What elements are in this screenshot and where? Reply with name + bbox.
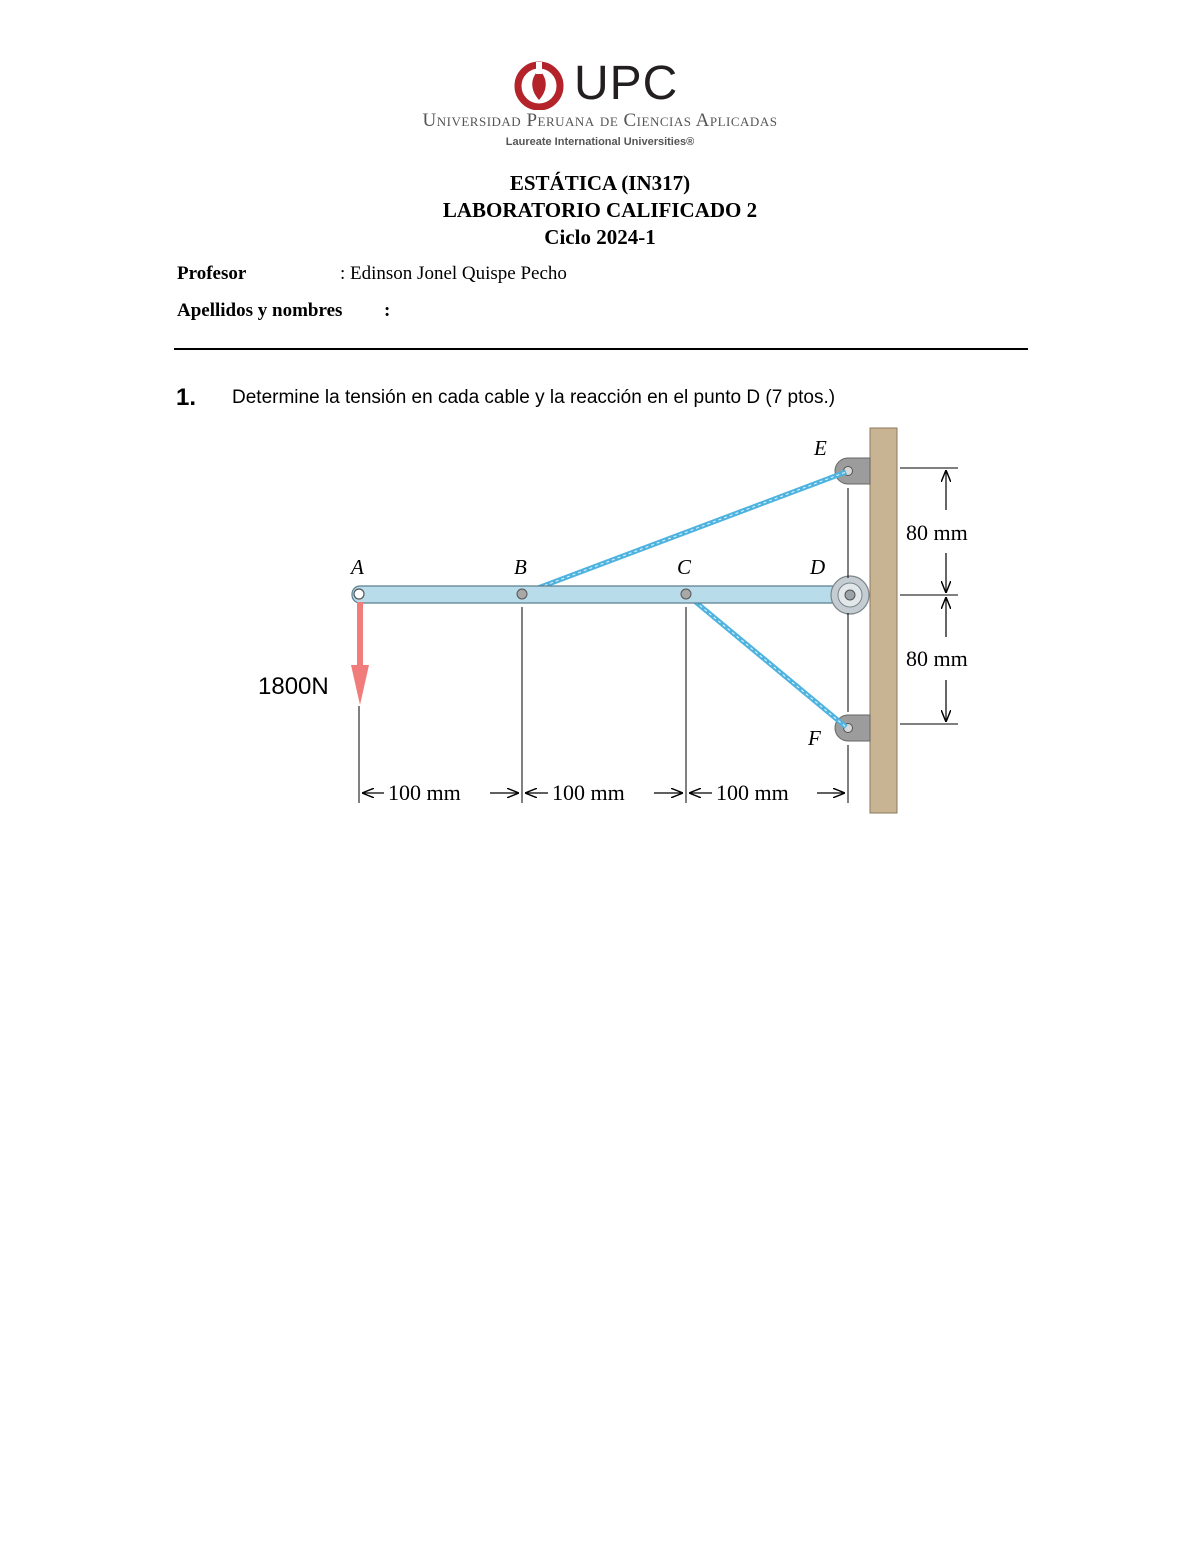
student-value: :	[384, 300, 391, 321]
dim-bc: 100 mm	[552, 780, 625, 805]
label-c: C	[677, 555, 692, 579]
course-title: ESTÁTICA (IN317)	[509, 171, 691, 195]
label-b: B	[514, 555, 527, 579]
cycle-title: Ciclo 2024-1	[544, 225, 656, 249]
dim-df: 80 mm	[906, 646, 968, 671]
exam-title: LABORATORIO CALIFICADO 2	[442, 198, 758, 222]
wall	[870, 428, 897, 813]
dim-ed: 80 mm	[906, 520, 968, 545]
load-label: 1800N	[258, 673, 329, 700]
bracket-e	[835, 458, 870, 484]
professor-value: : Edinson Jonel Quispe Pecho	[340, 263, 567, 284]
dim-cd: 100 mm	[716, 780, 789, 805]
bracket-f	[835, 715, 870, 741]
extension-lines	[359, 468, 958, 803]
university-name: Universidad Peruana de Ciencias Aplicadas	[422, 110, 778, 131]
dim-ab: 100 mm	[388, 780, 461, 805]
beam	[352, 586, 852, 603]
question-number: 1.	[176, 384, 197, 411]
student-label: Apellidos y nombres	[177, 300, 343, 321]
label-d: D	[810, 555, 826, 579]
pin-a	[354, 589, 364, 599]
support-d	[831, 576, 869, 614]
pin-c	[681, 589, 691, 599]
pin-b	[517, 589, 527, 599]
professor-label: Profesor	[177, 263, 247, 284]
label-e: E	[814, 436, 827, 460]
label-f: F	[808, 726, 821, 750]
logo-text: UPC	[574, 57, 679, 110]
question-text: Determine la tensión en cada cable y la reacción en el punto D (7 ptos.)	[232, 387, 836, 408]
label-a: A	[351, 555, 364, 579]
load-arrow	[351, 602, 369, 705]
university-network: Laureate International Universities®	[505, 136, 695, 148]
